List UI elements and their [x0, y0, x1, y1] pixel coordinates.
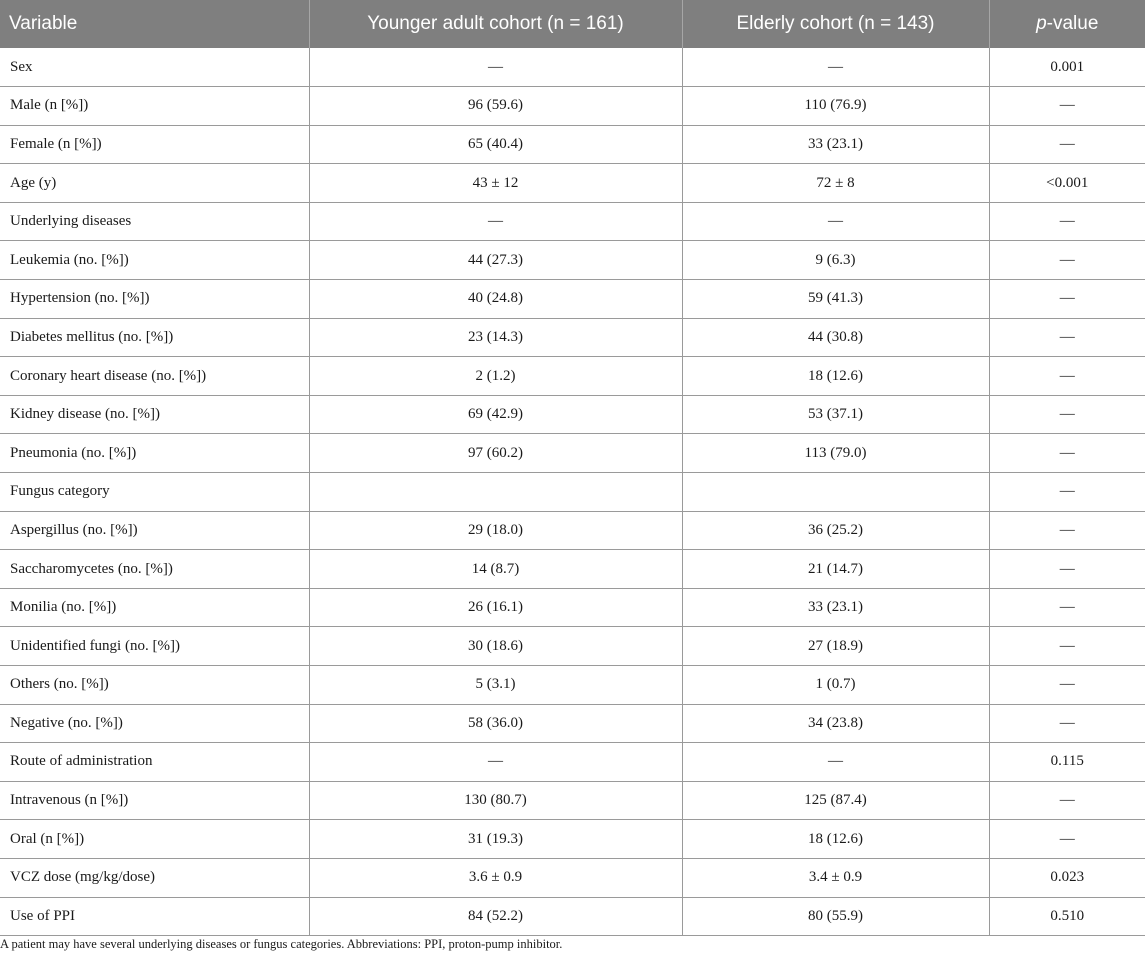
- cell-p-value: <0.001: [989, 164, 1145, 203]
- cell-elderly-cohort: 21 (14.7): [682, 550, 989, 589]
- cell-younger-cohort: 84 (52.2): [309, 897, 682, 936]
- cell-p-value: —: [989, 666, 1145, 705]
- cell-elderly-cohort: 27 (18.9): [682, 627, 989, 666]
- cell-elderly-cohort: 1 (0.7): [682, 666, 989, 705]
- cell-younger-cohort: 14 (8.7): [309, 550, 682, 589]
- table-row: [0, 318, 1145, 357]
- table-header: [0, 0, 1145, 48]
- cell-variable: VCZ dose (mg/kg/dose): [0, 858, 309, 897]
- cell-variable: Use of PPI: [0, 897, 309, 936]
- cell-variable: Monilia (no. [%]): [0, 588, 309, 627]
- cell-variable: Kidney disease (no. [%]): [0, 395, 309, 434]
- cell-variable: Female (n [%]): [0, 125, 309, 164]
- table-row: [0, 627, 1145, 666]
- cell-variable: Pneumonia (no. [%]): [0, 434, 309, 473]
- cell-elderly-cohort: 18 (12.6): [682, 820, 989, 859]
- cell-p-value: —: [989, 704, 1145, 743]
- header-elderly-cohort: Elderly cohort (n = 143): [682, 0, 989, 48]
- table-row: [0, 202, 1145, 241]
- cell-variable: Negative (no. [%]): [0, 704, 309, 743]
- cell-younger-cohort: 43 ± 12: [309, 164, 682, 203]
- cell-variable: Diabetes mellitus (no. [%]): [0, 318, 309, 357]
- table-row: [0, 743, 1145, 782]
- cell-elderly-cohort: 9 (6.3): [682, 241, 989, 280]
- cell-p-value: —: [989, 550, 1145, 589]
- table-footnote: A patient may have several underlying diseases or fungus categories. Abbreviations: PPI, proton-pump inhibitor.: [0, 937, 563, 951]
- cell-p-value: 0.023: [989, 858, 1145, 897]
- cell-variable: Sex: [0, 48, 309, 87]
- table-row: [0, 357, 1145, 396]
- header-p-value: [989, 0, 1145, 48]
- cell-younger-cohort: 29 (18.0): [309, 511, 682, 550]
- table-row: [0, 820, 1145, 859]
- cell-elderly-cohort: 59 (41.3): [682, 280, 989, 319]
- cell-variable: Oral (n [%]): [0, 820, 309, 859]
- cell-elderly-cohort: 33 (23.1): [682, 588, 989, 627]
- cell-variable: Leukemia (no. [%]): [0, 241, 309, 280]
- cell-younger-cohort: 96 (59.6): [309, 87, 682, 126]
- cell-elderly-cohort: 113 (79.0): [682, 434, 989, 473]
- cell-younger-cohort: 2 (1.2): [309, 357, 682, 396]
- cell-p-value: —: [989, 202, 1145, 241]
- cell-younger-cohort: 31 (19.3): [309, 820, 682, 859]
- table-row: [0, 550, 1145, 589]
- header-p-suffix: -value: [1046, 13, 1099, 34]
- cell-p-value: —: [989, 125, 1145, 164]
- cell-variable: Saccharomycetes (no. [%]): [0, 550, 309, 589]
- header-p-italic: p: [1036, 13, 1047, 34]
- cell-younger-cohort: 3.6 ± 0.9: [309, 858, 682, 897]
- cell-elderly-cohort: 33 (23.1): [682, 125, 989, 164]
- cell-younger-cohort: —: [309, 743, 682, 782]
- table-row: [0, 434, 1145, 473]
- cell-younger-cohort: [309, 473, 682, 512]
- cell-p-value: —: [989, 318, 1145, 357]
- cell-younger-cohort: 5 (3.1): [309, 666, 682, 705]
- table-row: [0, 588, 1145, 627]
- table-body: [0, 48, 1145, 936]
- cell-p-value: —: [989, 820, 1145, 859]
- cell-younger-cohort: 30 (18.6): [309, 627, 682, 666]
- cell-younger-cohort: 97 (60.2): [309, 434, 682, 473]
- cell-p-value: 0.510: [989, 897, 1145, 936]
- cell-variable: Male (n [%]): [0, 87, 309, 126]
- cell-elderly-cohort: 18 (12.6): [682, 357, 989, 396]
- table-row: [0, 858, 1145, 897]
- cell-younger-cohort: 69 (42.9): [309, 395, 682, 434]
- cell-p-value: —: [989, 434, 1145, 473]
- cell-elderly-cohort: —: [682, 48, 989, 87]
- cell-elderly-cohort: [682, 473, 989, 512]
- cell-p-value: 0.001: [989, 48, 1145, 87]
- cell-younger-cohort: 65 (40.4): [309, 125, 682, 164]
- table-row: [0, 704, 1145, 743]
- cell-p-value: —: [989, 511, 1145, 550]
- cell-elderly-cohort: 36 (25.2): [682, 511, 989, 550]
- cell-elderly-cohort: —: [682, 743, 989, 782]
- cell-variable: Age (y): [0, 164, 309, 203]
- cell-variable: Fungus category: [0, 473, 309, 512]
- cell-variable: Hypertension (no. [%]): [0, 280, 309, 319]
- cell-elderly-cohort: 80 (55.9): [682, 897, 989, 936]
- cell-variable: Route of administration: [0, 743, 309, 782]
- cell-p-value: —: [989, 627, 1145, 666]
- table-row: [0, 666, 1145, 705]
- cell-variable: Aspergillus (no. [%]): [0, 511, 309, 550]
- cell-p-value: —: [989, 781, 1145, 820]
- cell-p-value: —: [989, 395, 1145, 434]
- cell-p-value: —: [989, 87, 1145, 126]
- table-row: [0, 781, 1145, 820]
- table-row: [0, 395, 1145, 434]
- cell-elderly-cohort: —: [682, 202, 989, 241]
- cell-younger-cohort: 23 (14.3): [309, 318, 682, 357]
- cell-younger-cohort: 26 (16.1): [309, 588, 682, 627]
- header-variable: Variable: [0, 0, 309, 48]
- table-row: [0, 897, 1145, 936]
- cell-p-value: —: [989, 588, 1145, 627]
- cell-elderly-cohort: 44 (30.8): [682, 318, 989, 357]
- table-row: [0, 511, 1145, 550]
- cell-variable: Unidentified fungi (no. [%]): [0, 627, 309, 666]
- cell-p-value: —: [989, 241, 1145, 280]
- cell-younger-cohort: 58 (36.0): [309, 704, 682, 743]
- cell-younger-cohort: —: [309, 48, 682, 87]
- cell-younger-cohort: 44 (27.3): [309, 241, 682, 280]
- cell-elderly-cohort: 110 (76.9): [682, 87, 989, 126]
- cell-elderly-cohort: 34 (23.8): [682, 704, 989, 743]
- cell-variable: Coronary heart disease (no. [%]): [0, 357, 309, 396]
- cell-p-value: —: [989, 280, 1145, 319]
- cell-variable: Others (no. [%]): [0, 666, 309, 705]
- table-row: [0, 48, 1145, 87]
- cell-variable: Underlying diseases: [0, 202, 309, 241]
- cell-younger-cohort: 130 (80.7): [309, 781, 682, 820]
- cell-p-value: —: [989, 473, 1145, 512]
- cell-elderly-cohort: 3.4 ± 0.9: [682, 858, 989, 897]
- table-row: [0, 125, 1145, 164]
- cell-elderly-cohort: 72 ± 8: [682, 164, 989, 203]
- cell-p-value: —: [989, 357, 1145, 396]
- cell-elderly-cohort: 125 (87.4): [682, 781, 989, 820]
- cell-p-value: 0.115: [989, 743, 1145, 782]
- cell-variable: Intravenous (n [%]): [0, 781, 309, 820]
- table-row: [0, 280, 1145, 319]
- cell-younger-cohort: —: [309, 202, 682, 241]
- table-row: [0, 164, 1145, 203]
- cell-younger-cohort: 40 (24.8): [309, 280, 682, 319]
- table-row: [0, 87, 1145, 126]
- header-younger-cohort: Younger adult cohort (n = 161): [309, 0, 682, 48]
- cell-elderly-cohort: 53 (37.1): [682, 395, 989, 434]
- table-row: [0, 473, 1145, 512]
- header-row: [0, 0, 1145, 48]
- table-row: [0, 241, 1145, 280]
